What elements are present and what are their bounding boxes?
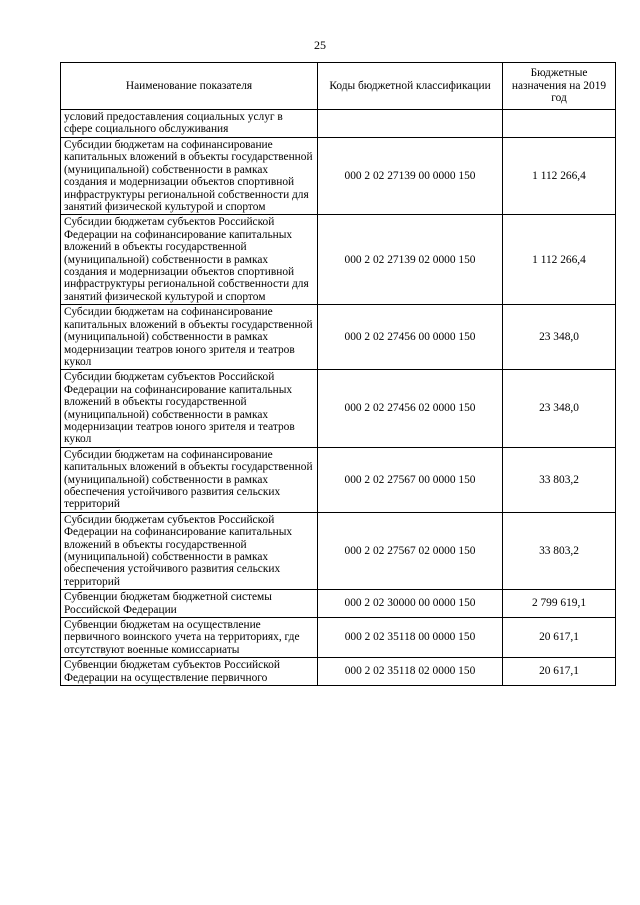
table-row	[61, 138, 616, 215]
table-row	[61, 370, 616, 447]
column-header-amount: Бюджетные назначения на 2019 год	[503, 63, 616, 110]
column-header-code: Коды бюджетной классификации	[318, 63, 503, 110]
table-row	[61, 658, 616, 686]
table-row	[61, 512, 616, 589]
row-name: Субсидии бюджетам субъектов Российской Федерации на софинансирование капитальных вложений в объекты государственной (муниципальной) собственности в рамках обеспечения устойчивого развития сельских территорий	[61, 512, 318, 589]
row-name: Субвенции бюджетам на осуществление первичного воинского учета на территориях, где отсутствуют военные комиссариаты	[61, 618, 318, 658]
row-amount: 20 617,1	[503, 658, 616, 686]
page-number: 25	[314, 38, 326, 52]
table-row	[61, 215, 616, 305]
row-amount: 1 112 266,4	[503, 138, 616, 215]
row-code: 000 2 02 30000 00 0000 150	[318, 590, 503, 618]
table-row	[61, 305, 616, 370]
row-name: Субсидии бюджетам на софинансирование капитальных вложений в объекты государственной (муниципальной) собственности в рамках создания и модернизации объектов спортивной инфраструктуры региональной собственности для занятий физической культурой и спортом	[61, 138, 318, 215]
row-code: 000 2 02 27456 02 0000 150	[318, 370, 503, 447]
row-name: Субсидии бюджетам субъектов Российской Федерации на софинансирование капитальных вложений в объекты государственной (муниципальной) собственности в рамках создания и модернизации объектов спортивной инфраструктуры региональной собственности для занятий физической культурой и спортом	[61, 215, 318, 305]
row-name: Субсидии бюджетам субъектов Российской Федерации на софинансирование капитальных вложений в объекты государственной (муниципальной) собственности в рамках модернизации театров юного зрителя и театров кукол	[61, 370, 318, 447]
table-header-row	[61, 63, 616, 110]
row-code: 000 2 02 35118 00 0000 150	[318, 618, 503, 658]
budget-table	[60, 62, 616, 686]
row-name: Субвенции бюджетам бюджетной системы Российской Федерации	[61, 590, 318, 618]
row-code: 000 2 02 27567 00 0000 150	[318, 447, 503, 512]
row-code: 000 2 02 27456 00 0000 150	[318, 305, 503, 370]
table-row	[61, 590, 616, 618]
row-amount: 1 112 266,4	[503, 215, 616, 305]
row-code	[318, 110, 503, 138]
row-code: 000 2 02 27139 02 0000 150	[318, 215, 503, 305]
row-name: условий предоставления социальных услуг в сфере социального обслуживания	[61, 110, 318, 138]
row-name: Субсидии бюджетам на софинансирование капитальных вложений в объекты государственной (муниципальной) собственности в рамках обеспечения устойчивого развития сельских территорий	[61, 447, 318, 512]
row-name: Субсидии бюджетам на софинансирование капитальных вложений в объекты государственной (муниципальной) собственности в рамках модернизации театров юного зрителя и театров кукол	[61, 305, 318, 370]
row-amount: 2 799 619,1	[503, 590, 616, 618]
table-row	[61, 618, 616, 658]
row-amount: 23 348,0	[503, 370, 616, 447]
row-amount: 23 348,0	[503, 305, 616, 370]
row-code: 000 2 02 27139 00 0000 150	[318, 138, 503, 215]
row-code: 000 2 02 27567 02 0000 150	[318, 512, 503, 589]
table-row	[61, 447, 616, 512]
row-code: 000 2 02 35118 02 0000 150	[318, 658, 503, 686]
row-name: Субвенции бюджетам субъектов Российской Федерации на осуществление первичного	[61, 658, 318, 686]
row-amount: 33 803,2	[503, 512, 616, 589]
row-amount	[503, 110, 616, 138]
row-amount: 20 617,1	[503, 618, 616, 658]
row-amount: 33 803,2	[503, 447, 616, 512]
column-header-name: Наименование показателя	[61, 63, 318, 110]
table-row	[61, 110, 616, 138]
